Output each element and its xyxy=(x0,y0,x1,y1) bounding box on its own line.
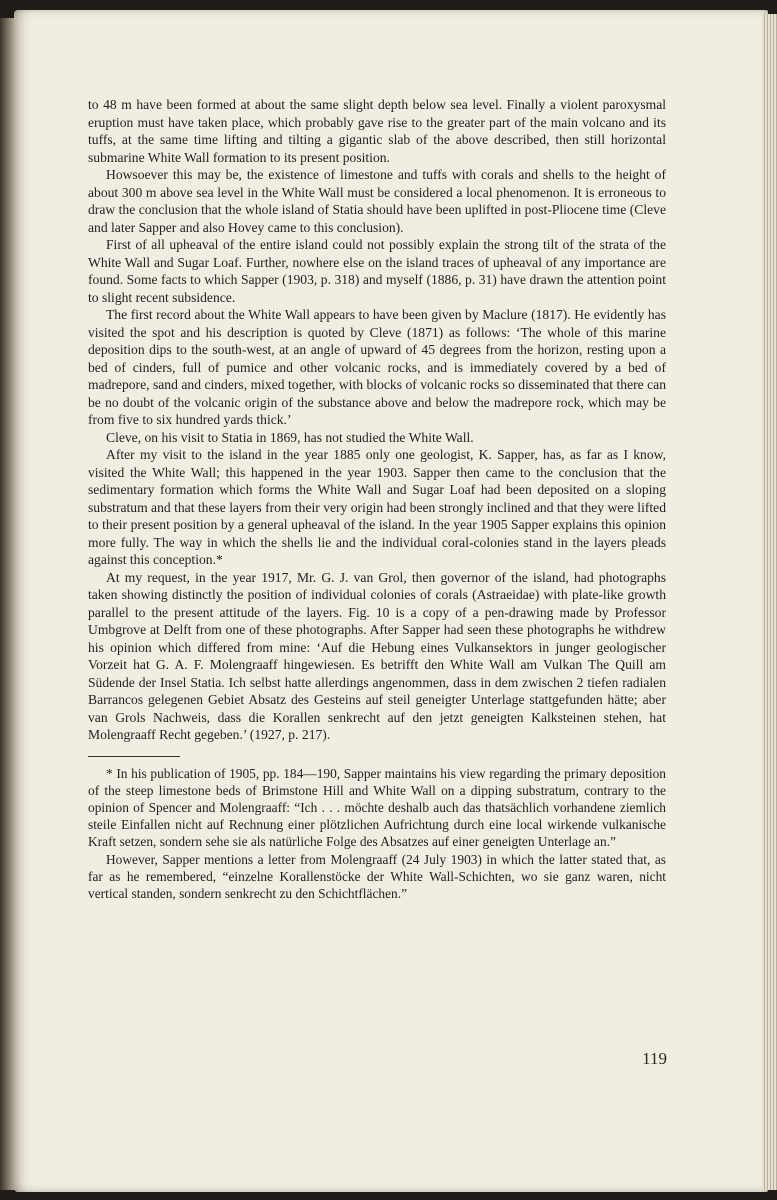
paragraph: Howsoever this may be, the existence of limestone and tuffs with corals and shells to the height of about 300 m above sea level in the White Wall must be considered a local phenomenon. It is erroneous to draw the conclusion that the whole island of Statia should have been uplifted in post-Pliocene time (Cleve and later Sapper and also Hovey came to this conclusion). xyxy=(88,167,666,235)
page-number: 119 xyxy=(642,1049,667,1068)
footnote: * In his publication of 1905, pp. 184—190, Sapper maintains his view regarding the primary deposition of the steep limestone beds of Brimstone Hill and White Wall on a dipping substratum, contrary to the opinion of Spencer and Molengraaff: “Ich . . . möchte deshalb auch das thatsächlich vorhandene ziemlich steile Einfallen nicht auf Rechnung einer plötzlichen Aufrichtung durch eine local wirkende vulkanische Kraft setzen, sondern sehe sie als natürliche Folge des Absatzes auf einer geneigten Unterlage an.” xyxy=(88,765,666,850)
body-text xyxy=(88,96,666,902)
paragraph: Cleve, on his visit to Statia in 1869, has not studied the White Wall. xyxy=(106,429,474,445)
footnote: However, Sapper mentions a letter from Molengraaff (24 July 1903) in which the latter stated that, as far as he remembered, “einzelne Korallenstöcke der White Wall-Schichten, wo sie ganz waren, nicht vertical standen, sondern senkrecht zu den Schichtflächen.” xyxy=(88,851,666,901)
paragraph: to 48 m have been formed at about the same slight depth below sea level. Finally a violent paroxysmal eruption must have taken place, which probably gave rise to the greater part of the main volcano and its tuffs, at the same time lifting and tilting a gigantic slab of the above described, then still horizontal submarine White Wall formation to its present position. xyxy=(88,97,666,165)
paragraph: First of all upheaval of the entire island could not possibly explain the strong tilt of the strata of the White Wall and Sugar Loaf. Further, nowhere else on the island traces of upheaval of any importance are found. Some facts to which Sapper (1903, p. 318) and myself (1886, p. 31) have drawn the attention point to slight recent subsidence. xyxy=(88,237,666,305)
footnote-rule xyxy=(88,756,180,757)
paragraph: At my request, in the year 1917, Mr. G. J. van Grol, then governor of the island, had photographs taken showing distinctly the position of individual colonies of corals (Astraeidae) with plate-like growth parallel to the present attitude of the layers. Fig. 10 is a copy of a pen-drawing made by Professor Umbgrove at Delft from one of these photographs. After Sapper had seen these photographs he withdrew his opinion which differed from mine: ‘Auf die Hebung eines Vulkansektors in junger geologischer Vorzeit hat G. A. F. Molengraaff hingewiesen. Es betrifft den White Wall am Vulkan The Quill am Südende der Insel Statia. Ich selbst hatte allerdings angenommen, dass in dem zwischen 2 tiefen radialen Barrancos gelegenen Gebiet Absatz des Gesteins auf steil geneigter Unterlage stattgefunden hätte; aber van Grols Nachweis, dass die Korallen senkrecht auf den jetzt geneigten Kalksteinen stehen, hat Molengraaff Recht gegeben.’ (1927, p. 217). xyxy=(88,569,666,742)
paragraph: After my visit to the island in the year 1885 only one geologist, K. Sapper, has, as far as I know, visited the White Wall; this happened in the year 1903. Sapper then came to the conclusion that the sedimentary formation which forms the White Wall and Sugar Loaf had been deposited on a sloping substratum and that these layers from their very origin had been strongly inclined and that they were lifted to their present position by a general upheaval of the island. In the year 1905 Sapper explains this opinion more fully. The way in which the shells lie and the individual coral-colonies stand in the layers pleads against this conception.* xyxy=(88,447,666,567)
page-stack-edge xyxy=(762,14,777,1190)
paragraph: The first record about the White Wall appears to have been given by Maclure (1817). He evidently has visited the spot and his description is quoted by Cleve (1871) as follows: ‘The whole of this marine deposition dips to the south-west, at an angle of upward of 45 degrees from the horizon, resting upon a bed of cinders, full of pumice and other volcanic rocks, and is immediately covered by a bed of madrepore, sand and cinders, mixed together, with blocks of volcanic rocks so disseminated that there can be no doubt of the volcanic origin of the substance above and below the madrepore rock, which may be from five to six hundred yards thick.’ xyxy=(88,307,666,427)
